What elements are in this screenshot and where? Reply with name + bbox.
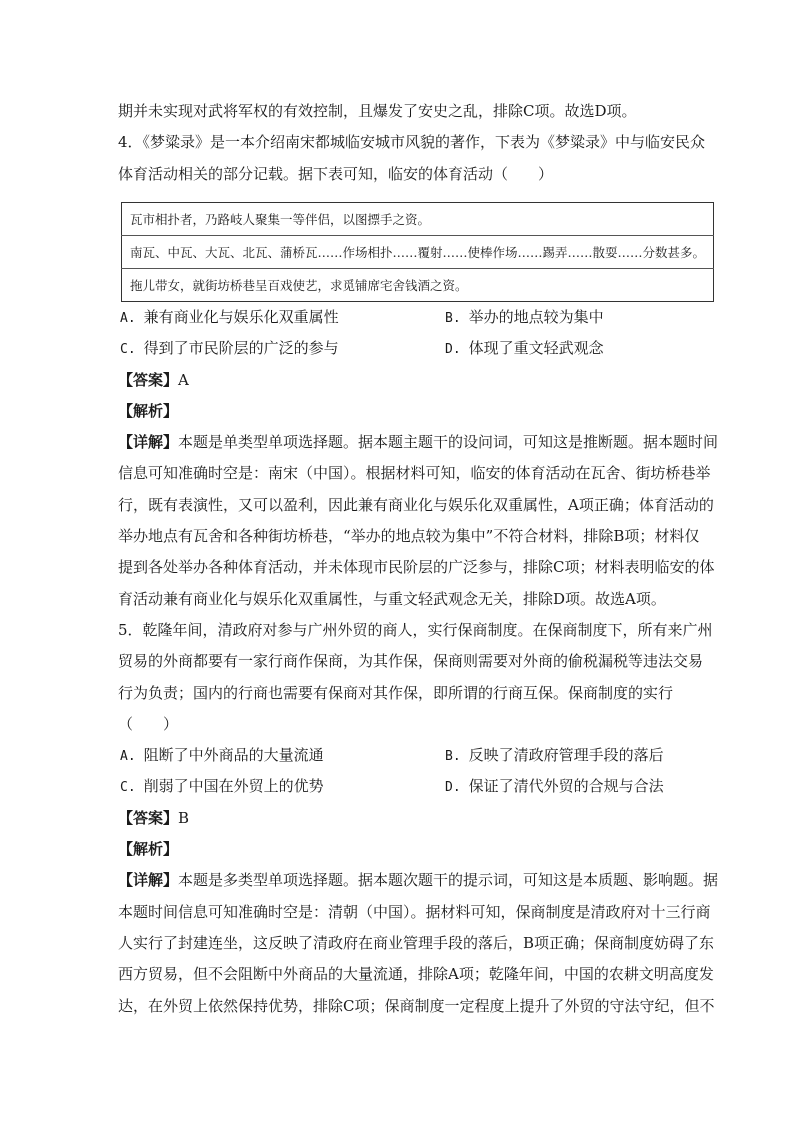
option-a: A. 兼有商业化与娱乐化双重属性 bbox=[120, 308, 339, 326]
q4-detail-line: 育活动兼有商业化与娱乐化双重属性，与重文轻武观念无关，排除D项。故选A项。 bbox=[118, 589, 666, 608]
q5-stem-blank: （ ） bbox=[118, 714, 179, 733]
option-d: D. 保证了清代外贸的合规与合法 bbox=[445, 777, 664, 796]
q5-detail-line: 西方贸易，但不会阻断中外商品的大量流通，排除A项；乾隆年间，中国的农耕文明高度发 bbox=[118, 965, 714, 984]
source-table bbox=[121, 202, 714, 302]
q4-analysis-heading: 【解析】 bbox=[118, 401, 179, 420]
q5-stem-line: 行为负责；国内的行商也需要有保商对其作保，即所谓的行商互保。保商制度的实行 bbox=[118, 683, 674, 702]
q5-detail-line: 人实行了封建连坐，这反映了清政府在商业管理手段的落后，B项正确；保商制度妨碍了东 bbox=[118, 933, 715, 952]
question-4-stem-line-2: 体育活动相关的部分记载。据下表可知，临安的体育活动（ ） bbox=[118, 164, 554, 183]
option-c: C. 得到了市民阶层的广泛的参与 bbox=[120, 339, 339, 358]
q5-answer: 【答案】B bbox=[118, 808, 190, 827]
table-row bbox=[122, 203, 714, 236]
q5-detail-line: 达，在外贸上依然保持优势，排除C项；保商制度一定程度上提升了外贸的守法守纪，但不 bbox=[118, 996, 715, 1015]
option-b: B. 反映了清政府管理手段的落后 bbox=[445, 746, 664, 765]
q5-detail-line: 本题时间信息可知准确时空是：清朝（中国）。据材料可知，保商制度是清政府对十三行商 bbox=[118, 902, 711, 921]
table-cell: 南瓦、中瓦、大瓦、北瓦、蒲桥瓦……作场相扑……覆射……使棒作场……踢弄……散耍……分数甚多。 bbox=[122, 236, 714, 269]
q4-detail-line: 举办地点有瓦舍和各种街坊桥巷，“举办的地点较为集中”不符合材料，排除B项；材料仅 bbox=[118, 527, 700, 546]
option-d: D. 体现了重文轻武观念 bbox=[445, 339, 604, 358]
q4-answer: 【答案】A bbox=[118, 370, 189, 389]
q4-options-row-2 bbox=[118, 333, 680, 364]
q5-detail-line: 【详解】本题是多类型单项选择题。据本题次题干的提示词，可知这是本质题、影响题。据 bbox=[118, 871, 719, 890]
q4-detail-line: 【详解】本题是单类型单项选择题。据本题主题干的设问词，可知这是推断题。据本题时间 bbox=[118, 433, 719, 452]
text-line: 期并未实现对武将军权的有效控制，且爆发了安史之乱，排除C项。故选D项。 bbox=[118, 102, 637, 120]
table-cell: 拖儿带女，就街坊桥巷呈百戏使艺，求觅铺席宅舍钱酒之资。 bbox=[122, 269, 714, 302]
q5-analysis-heading: 【解析】 bbox=[118, 840, 179, 859]
document-page bbox=[118, 96, 706, 190]
q5-stem-line: 贸易的外商都要有一家行商作保商，为其作保，保商则需要对外商的偷税漏税等违法交易 bbox=[118, 652, 704, 671]
q4-options-row-1 bbox=[118, 302, 680, 333]
option-b: B. 举办的地点较为集中 bbox=[445, 308, 604, 326]
q4-detail-line: 行，既有表演性，又可以盈利，因此兼有商业化与娱乐化双重属性，A项正确；体育活动的 bbox=[118, 495, 714, 514]
q5-options-row-1 bbox=[118, 740, 680, 771]
q4-detail-line: 信息可知准确时空是：南宋（中国）。根据材料可知，临安的体育活动在瓦舍、街坊桥巷举 bbox=[118, 464, 711, 483]
document-body bbox=[118, 302, 719, 1022]
question-4-stem-line-1: 4．《梦粱录》是一本介绍南宋都城临安城市风貌的著作，下表为《梦粱录》中与临安民众 bbox=[118, 133, 706, 152]
table-cell: 瓦市相扑者，乃路岐人聚集一等伴侣，以图摽手之资。 bbox=[130, 212, 431, 227]
q4-detail-line: 提到各处举办各种体育活动，并未体现市民阶层的广泛参与，排除C项；材料表明临安的体 bbox=[118, 558, 715, 577]
option-a: A. 阻断了中外商品的大量流通 bbox=[120, 746, 324, 765]
table-row bbox=[122, 269, 714, 302]
option-c: C. 削弱了中国在外贸上的优势 bbox=[120, 777, 324, 796]
q5-options-row-2 bbox=[118, 771, 680, 802]
table-row bbox=[122, 236, 714, 269]
q5-stem-line: 5．乾隆年间，清政府对参与广州外贸的商人，实行保商制度。在保商制度下，所有来广州 bbox=[118, 620, 713, 639]
